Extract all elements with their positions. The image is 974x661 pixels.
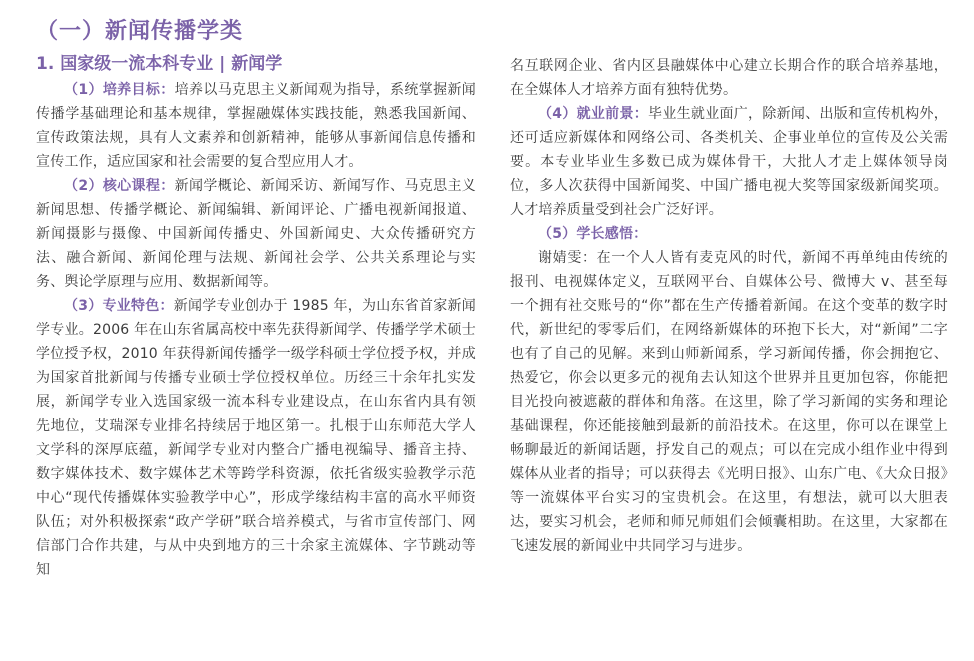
training-goal-label: （1）培养目标： <box>64 82 175 98</box>
training-goal-paragraph <box>36 78 476 174</box>
senior-insight-label: （5）学长感悟： <box>538 226 648 242</box>
training-goal-text: 培养以马克思主义新闻观为指导，系统掌握新闻传播学基础理论和基本规律，掌握融媒体实践技能，熟悉我国新闻、宣传政策法规，具有人文素养和创新精神，能够从事新闻信息传播和宣传工作，适应国家和社会需要的复合型应用人才。 <box>36 82 477 170</box>
left-column <box>36 78 476 582</box>
prospects-paragraph <box>510 102 948 222</box>
section-title: （一）新闻传播学类 <box>36 19 244 44</box>
features-text: 新闻学专业创办于 1985 年，为山东省首家新闻学专业。2006 年在山东省属高校中率先获得新闻学、传播学学术硕士学位授予权，2010 年获得新闻传播学一级学科硕士学位授予权，并成为国家首批新闻与传播专业硕士学位授权单位。历经三十余年扎实发展，新闻学专业入选国家级一流本科专业建设点，在山东省内具有领先地位，艾瑞深专业排名持续居于地区第一。扎根于山东师范大学人文学科的深厚底蕴，新闻学专业对内整合广播电视编导、播音主持、数字媒体技术、数字媒体艺术等跨学科资源，依托省级实验教学示范中心“现代传播媒体实验教学中心”，形成学缘结构丰富的高水平师资队伍；对外积极探索“政产学研”联合培养模式，与省市宣传部门、网信部门合作共建，与从中央到地方的三十余家主流媒体、字节跳动等知 <box>36 298 476 578</box>
major-title: 1. 国家级一流本科专业 | 新闻学 <box>36 54 283 74</box>
core-courses-text: 新闻学概论、新闻采访、新闻写作、马克思主义新闻思想、传播学概论、新闻编辑、新闻评论、广播电视新闻报道、新闻摄影与摄像、中国新闻传播史、外国新闻史、大众传播研究方法、融合新闻、新闻伦理与法规、新闻社会学、公共关系理论与实务、舆论学原理与应用、数据新闻等。 <box>36 178 477 290</box>
core-courses-paragraph <box>36 174 476 294</box>
senior-insight-paragraph: 谢婧雯：在一个人人皆有麦克风的时代，新闻不再单纯由传统的报刊、电视媒体定义，互联网平台、自媒体公号、微博大 v、甚至每一个拥有社交账号的“你”都在生产传播着新闻。在这个变革的数字时代，新世纪的零零后们，在网络新媒体的环抱下长大，对“新闻”二字也有了自己的见解。来到山师新闻系，学习新闻传播，你会拥抱它、热爱它，你会以更多元的视角去认知这个世界并且更加包容，你能把目光投向被遮蔽的群体和角落。在这里，除了学习新闻的实务和理论基础课程，你还能接触到最新的前沿技术。在这里，你可以在课堂上畅聊最近的新闻话题，抒发自己的观点；可以在完成小组作业中得到媒体从业者的指导；可以获得去《光明日报》、山东广电、《大众日报》等一流媒体平台实习的宝贵机会。在这里，有想法，就可以大胆表达，要实习机会，老师和师兄师姐们会倾囊相助。在这里，大家都在飞速发展的新闻业中共同学习与进步。 <box>510 250 948 554</box>
prospects-label: （4）就业前景： <box>538 106 649 122</box>
features-paragraph <box>36 294 476 582</box>
right-column <box>510 54 948 558</box>
prospects-text: 毕业生就业面广，除新闻、出版和宣传机构外，还可适应新媒体和网络公司、各类机关、企事业单位的宣传及公关需要。本专业毕业生多数已成为媒体骨干，大批人才走上媒体领导岗位，多人次获得中国新闻奖、中国广播电视大奖等国家级新闻奖项。人才培养质量受到社会广泛好评。 <box>510 106 948 218</box>
features-label: （3）专业特色： <box>64 298 174 314</box>
features-continued-paragraph: 名互联网企业、省内区县融媒体中心建立长期合作的联合培养基地，在全媒体人才培养方面有独特优势。 <box>510 58 948 98</box>
core-courses-label: （2）核心课程： <box>64 178 175 194</box>
senior-insight-heading <box>510 222 948 246</box>
